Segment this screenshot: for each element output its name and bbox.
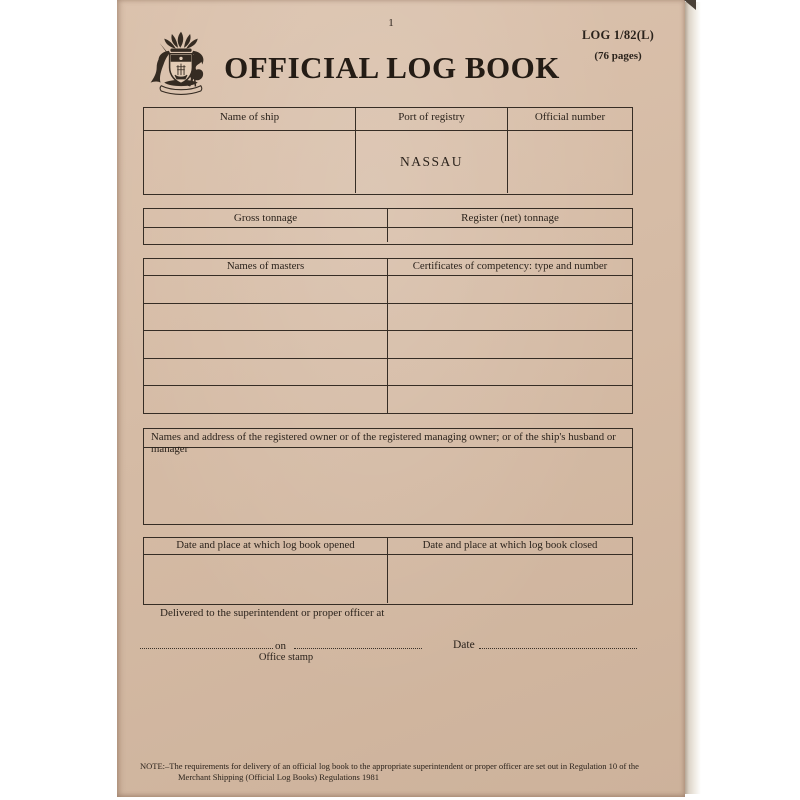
masters-table-row	[144, 386, 632, 413]
certificate-field	[388, 331, 632, 358]
gross-tonnage-field	[144, 228, 388, 242]
dates-value-row	[144, 555, 632, 603]
owner-field	[144, 448, 632, 523]
logbook-title: OFFICIAL LOG BOOK	[224, 50, 560, 85]
ship-details-header-row	[144, 108, 632, 131]
owner-header-row	[144, 429, 632, 455]
logbook-closed-field	[388, 555, 632, 603]
masters-table-row	[144, 276, 632, 304]
master-name-field	[144, 386, 388, 413]
masters-table-row	[144, 331, 632, 359]
book-page-edges	[685, 2, 701, 794]
footnote-line-1: NOTE:–The requirements for delivery of an official log book to the appropriate superintendent or proper officer are set out in Regulation 10 of the	[140, 761, 639, 771]
port-of-registry-field	[356, 131, 508, 193]
master-name-field	[144, 276, 388, 303]
bahamas-coat-of-arms-icon	[141, 31, 221, 107]
dates-header-row	[144, 538, 632, 555]
masters-header-row	[144, 259, 632, 276]
ship-details-value-row	[144, 131, 632, 193]
logbook-opened-field	[144, 555, 388, 603]
document-reference	[562, 28, 674, 62]
delivered-to-text: Delivered to the superintendent or proper officer at	[160, 607, 385, 619]
tonnage-value-row	[144, 228, 632, 242]
name-of-ship-header: Name of ship	[144, 108, 356, 130]
footnote-line-2: Merchant Shipping (Official Log Books) Regulations 1981	[178, 771, 379, 782]
certificate-field	[388, 386, 632, 413]
register-net-tonnage-header: Register (net) tonnage	[461, 212, 559, 224]
logbook-cover-page	[117, 0, 685, 797]
names-of-masters-header: Names of masters	[144, 259, 388, 275]
port-of-registry-header: Port of registry	[356, 108, 508, 130]
place-signature-line	[140, 639, 273, 649]
certificate-field	[388, 359, 632, 386]
office-stamp-label: Office stamp	[258, 652, 314, 663]
masters-table-row	[144, 359, 632, 387]
certificate-field	[388, 304, 632, 331]
name-of-ship-field	[144, 131, 356, 193]
logbook-closed-header: Date and place at which log book closed	[422, 539, 598, 551]
logbook-opened-header: Date and place at which log book opened	[144, 538, 388, 554]
master-name-field	[144, 331, 388, 358]
masters-table-row	[144, 304, 632, 332]
doc-ref-code: LOG 1/82(L)	[582, 28, 654, 42]
date-entry-line	[479, 639, 637, 649]
register-net-tonnage-field	[388, 228, 632, 242]
tonnage-header-row	[144, 209, 632, 228]
date-label: Date	[453, 639, 475, 651]
logbook-dates-table	[143, 537, 633, 605]
certificates-of-competency-header: Certificates of competency: type and number	[412, 260, 608, 272]
owner-header: Names and address of the registered owner or of the registered managing owner; or of the ship's husband or manager	[151, 431, 616, 455]
pages-count: (76 pages)	[594, 50, 642, 62]
page-number: 1	[388, 17, 394, 29]
ship-details-table	[143, 107, 633, 195]
certificate-field	[388, 276, 632, 303]
masters-table	[143, 258, 633, 414]
official-number-field	[508, 131, 632, 193]
gross-tonnage-header: Gross tonnage	[144, 209, 388, 227]
date-of-delivery-line	[294, 639, 422, 649]
owner-box	[143, 428, 633, 525]
official-number-header: Official number	[534, 111, 606, 123]
port-of-registry-value: NASSAU	[399, 154, 463, 169]
on-label: on	[275, 640, 286, 652]
master-name-field	[144, 359, 388, 386]
tonnage-table	[143, 208, 633, 245]
master-name-field	[144, 304, 388, 331]
footnote	[140, 761, 660, 782]
